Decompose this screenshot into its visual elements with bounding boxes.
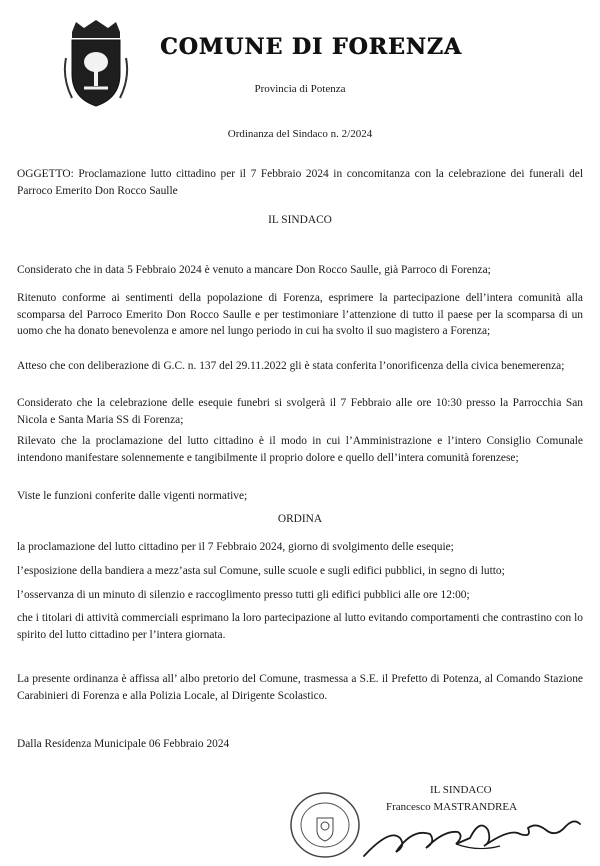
ordinance-number: Ordinanza del Sindaco n. 2/2024: [227, 128, 373, 140]
signatory-name: Francesco MASTRANDREA: [386, 801, 518, 813]
viste-paragraph: Viste le funzioni conferite dalle vigenti normative;: [17, 490, 248, 502]
distribution-paragraph: La presente ordinanza è affissa all’ albo pretorio del Comune, trasmessa a S.E. il Prefetto di Potenza, al Comando Stazione Carabinieri di Forenza e alla Polizia Locale, al Dirigente Scolastico.: [17, 673, 583, 702]
coat-of-arms-icon: [62, 18, 130, 110]
subject-paragraph: OGGETTO: Proclamazione lutto cittadino per il 7 Febbraio 2024 in concomitanza con la celebrazione dei funerali del Parroco Emerito Don Rocco Saulle: [17, 168, 583, 197]
handwritten-signature-icon: [360, 808, 590, 862]
province-label: Provincia di Potenza: [254, 83, 346, 95]
ordina-item-3: l’osservanza di un minuto di silenzio e raccoglimento presso tutti gli edifici pubblici alle ore 12:00;: [17, 589, 470, 601]
considerato-paragraph-1: Considerato che in data 5 Febbraio 2024 è venuto a mancare Don Rocco Saulle, già Parroco di Forenza;: [17, 264, 491, 276]
ordina-item-2: l’esposizione della bandiera a mezz’asta sul Comune, sulle scuole e sugli edifici pubblici, in segno di lutto;: [17, 565, 505, 577]
signature-title: IL SINDACO: [430, 784, 492, 796]
considerato-paragraph-2: Considerato che la celebrazione delle esequie funebri si svolgerà il 7 Febbraio alle ore 10:30 presso la Parrocchia San Nicola e Santa Maria SS di Forenza;: [17, 397, 583, 426]
atteso-paragraph: Atteso che con deliberazione di G.C. n. 137 del 29.11.2022 gli è stata conferita l’onorificenza della civica benemerenza;: [17, 360, 565, 372]
date-line: Dalla Residenza Municipale 06 Febbraio 2024: [17, 738, 230, 750]
ordina-item-1: la proclamazione del lutto cittadino per il 7 Febbraio 2024, giorno di svolgimento delle esequie;: [17, 541, 454, 553]
ritenuto-paragraph: Ritenuto conforme ai sentimenti della popolazione di Forenza, esprimere la partecipazione dell’intera comunità alla scomparsa del Parroco Emerito Don Rocco Saulle e per testimoniare l’attenzione di tutto il paese per la scomparsa di un uomo che ha donato benevolenza e amore nel lungo periodo in cui ha svolto il suo magistero a Forenza;: [17, 292, 583, 337]
ordina-item-4: che i titolari di attività commerciali esprimano la loro partecipazione al lutto evitando comportamenti che contrastino con lo spirito del lutto cittadino per l’intera giornata.: [17, 612, 583, 641]
rilevato-paragraph: Rilevato che la proclamazione del lutto cittadino è il modo in cui l’Amministrazione e l’intero Consiglio Comunale intendono manifestare solennemente e tangibilmente il proprio dolore e quello dell’intera comunità forenzese;: [17, 435, 583, 464]
il-sindaco-heading: IL SINDACO: [268, 214, 332, 226]
ordina-heading: ORDINA: [277, 513, 323, 525]
municipality-title: COMUNE DI FORENZA: [160, 34, 462, 60]
municipal-stamp-icon: [287, 790, 363, 860]
